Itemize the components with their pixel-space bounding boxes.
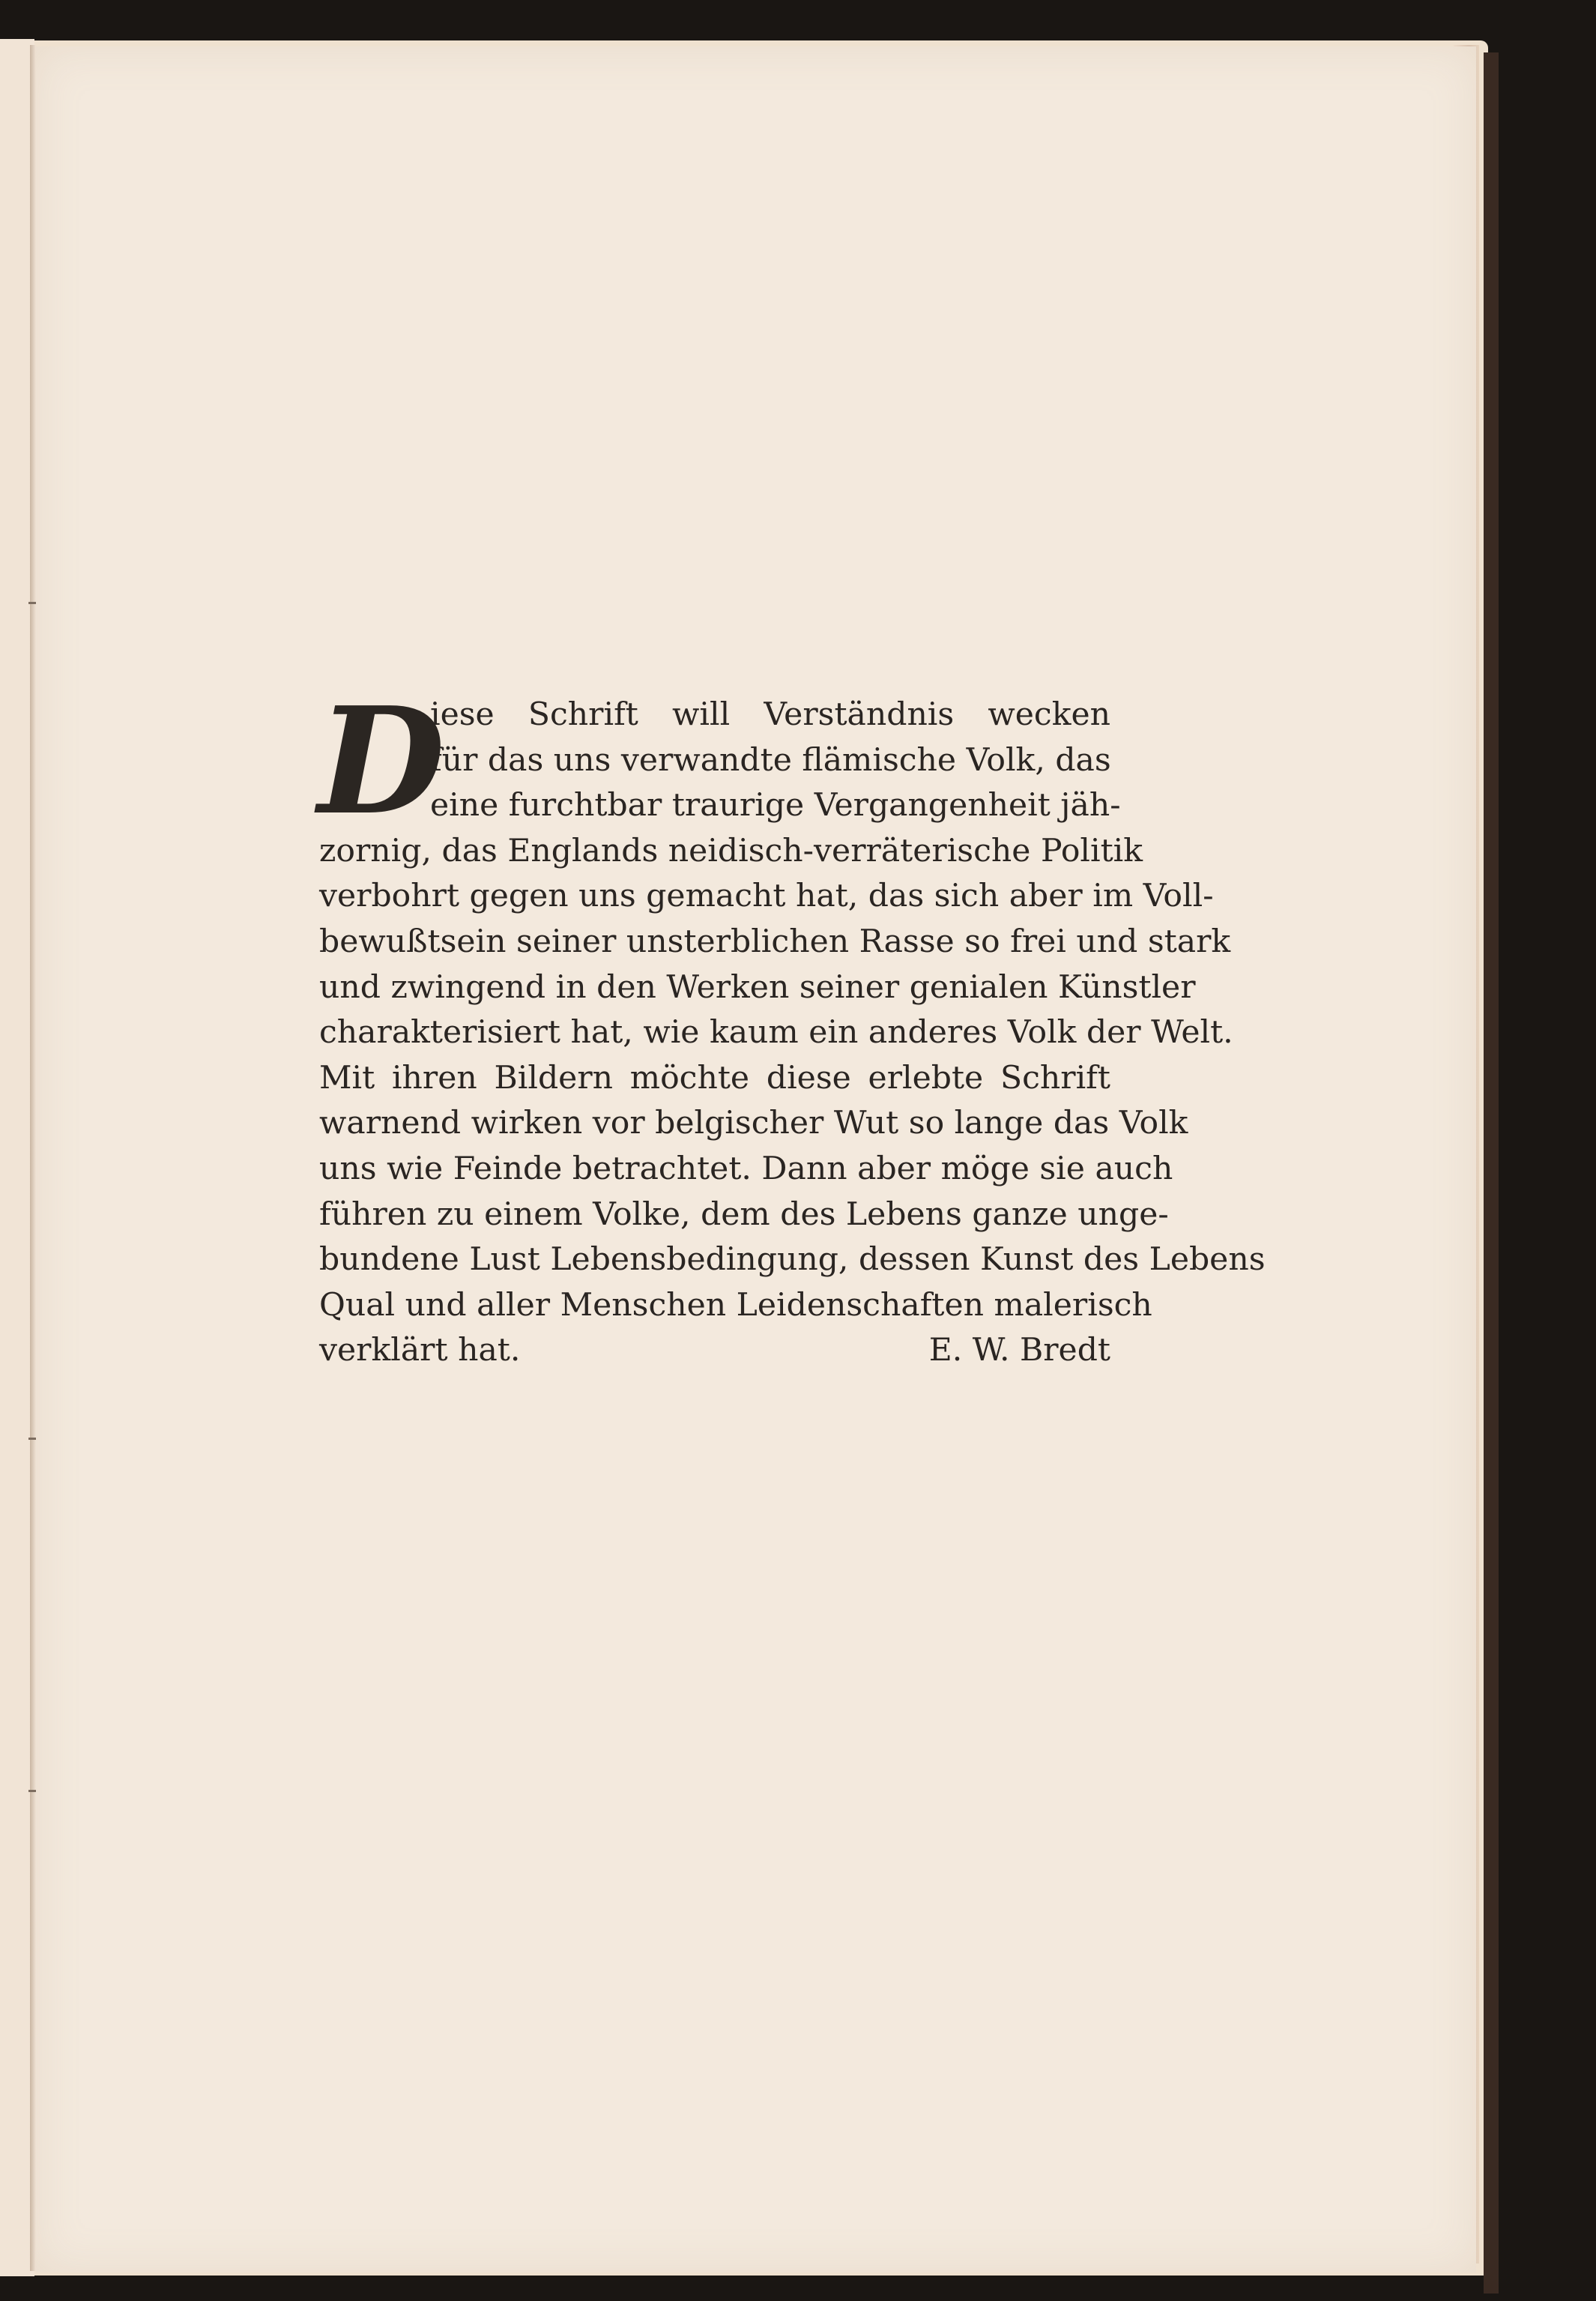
text-line: für das uns verwandte flämische Volk, das — [430, 741, 1111, 779]
text-line: warnend wirken vor belgischer Wut so lange das Volk — [319, 1105, 1188, 1142]
closing-text: verklärt hat. — [319, 1332, 521, 1369]
preface-text-block — [318, 675, 1266, 1374]
text-line: charakterisiert hat, wie kaum ein anderes Volk der Welt. — [319, 1014, 1233, 1052]
drop-cap-letter: D — [318, 675, 445, 848]
text-line: verbohrt gegen uns gemacht hat, das sich aber im Voll- — [319, 878, 1214, 915]
author-signature: E. W. Bredt — [928, 1332, 1110, 1369]
text-line: Qual und aller Menschen Leidenschaften malerisch — [319, 1286, 1152, 1324]
text-line: eine furchtbar traurige Vergangenheit jäh- — [430, 787, 1121, 824]
gutter-fold — [30, 45, 36, 2271]
closing-line — [319, 1328, 1110, 1374]
book-spine-shadow — [1484, 52, 1499, 2294]
text-line: bundene Lust Lebensbedingung, dessen Kunst des Lebens — [319, 1241, 1266, 1279]
text-line: iese Schrift will Verständnis wecken — [430, 696, 1110, 733]
text-line: zornig, das Englands neidisch-verräterische Politik — [319, 832, 1143, 869]
page — [36, 46, 1476, 2273]
drop-cap — [318, 675, 445, 848]
text-line: Mit ihren Bildern möchte diese erlebte Schrift — [319, 1059, 1110, 1097]
text-line: und zwingend in den Werken seiner genialen Künstler — [319, 968, 1196, 1006]
text-line: uns wie Feinde betrachtet. Dann aber möge sie auch — [319, 1150, 1173, 1187]
text-line: führen zu einem Volke, dem des Lebens ganze unge- — [319, 1195, 1169, 1233]
text-line: bewußtsein seiner unsterblichen Rasse so frei und stark — [319, 923, 1231, 960]
